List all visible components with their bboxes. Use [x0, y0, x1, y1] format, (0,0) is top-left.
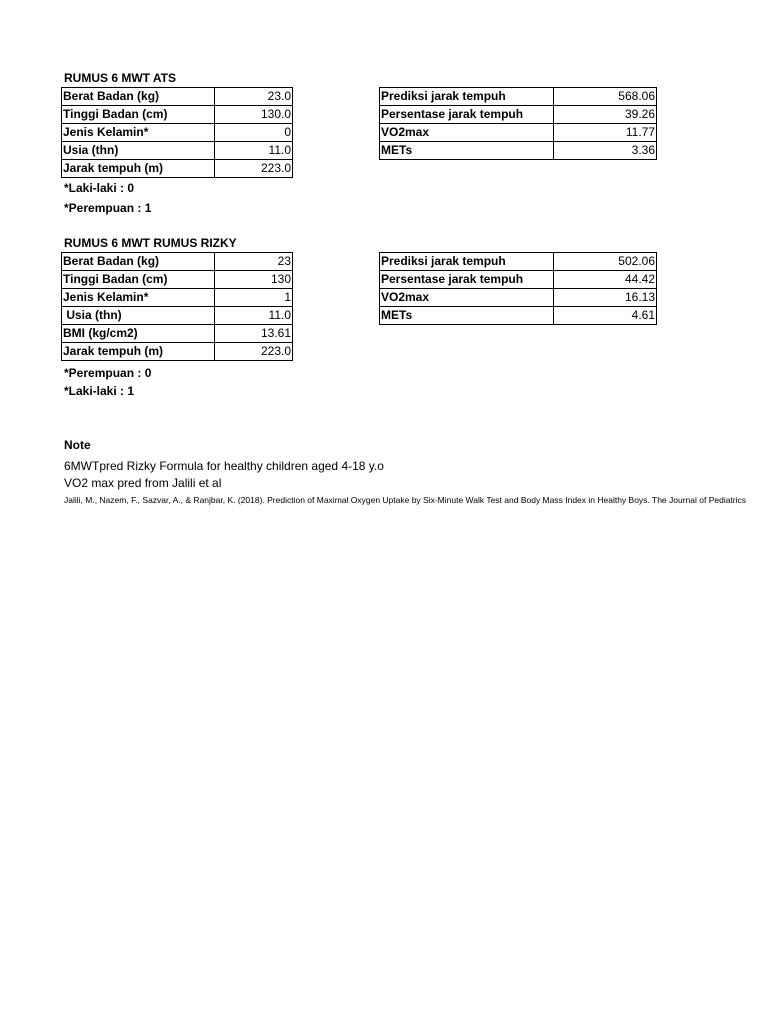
input-label: Tinggi Badan (cm) — [62, 106, 215, 124]
input-label: Usia (thn) — [62, 142, 215, 160]
input-value[interactable]: 11.0 — [214, 307, 292, 325]
table-row — [62, 325, 293, 343]
input-value[interactable]: 1 — [214, 289, 292, 307]
result-label: METs — [380, 307, 554, 325]
table-row — [380, 253, 657, 271]
result-value[interactable]: 502.06 — [553, 253, 656, 271]
result-value[interactable]: 4.61 — [553, 307, 656, 325]
section1-title: RUMUS 6 MWT ATS — [64, 71, 176, 85]
section2-title: RUMUS 6 MWT RUMUS RIZKY — [64, 236, 237, 250]
result-value[interactable]: 44.42 — [553, 271, 656, 289]
input-value[interactable]: 130 — [214, 271, 292, 289]
input-value[interactable]: 23 — [214, 253, 292, 271]
table-row — [380, 88, 657, 106]
table-row — [62, 253, 293, 271]
section2-input-table — [61, 252, 293, 361]
input-label: Jenis Kelamin* — [62, 124, 215, 142]
table-row — [380, 106, 657, 124]
note-line: 6MWTpred Rizky Formula for healthy children aged 4-18 y.o — [64, 459, 384, 473]
table-row — [62, 106, 293, 124]
section1-input-table — [61, 87, 293, 178]
table-row — [62, 307, 293, 325]
table-row — [380, 307, 657, 325]
note-line: VO2 max pred from Jalili et al — [64, 476, 222, 490]
input-label: BMI (kg/cm2) — [62, 325, 215, 343]
table-row — [62, 142, 293, 160]
input-value[interactable]: 11.0 — [214, 142, 292, 160]
gender-code-note: *Laki-laki : 1 — [64, 384, 135, 398]
input-value[interactable]: 23.0 — [214, 88, 292, 106]
input-label: Berat Badan (kg) — [62, 88, 215, 106]
table-row — [62, 289, 293, 307]
gender-code-note: *Perempuan : 0 — [64, 366, 152, 380]
table-row — [380, 142, 657, 160]
gender-code-note: *Laki-laki : 0 — [64, 181, 135, 195]
result-value[interactable]: 11.77 — [553, 124, 656, 142]
input-label: Tinggi Badan (cm) — [62, 271, 215, 289]
table-row — [62, 88, 293, 106]
result-label: Prediksi jarak tempuh — [380, 88, 554, 106]
table-row — [62, 160, 293, 178]
result-value[interactable]: 3.36 — [553, 142, 656, 160]
result-label: Prediksi jarak tempuh — [380, 253, 554, 271]
result-label: Persentase jarak tempuh — [380, 106, 554, 124]
result-label: VO2max — [380, 289, 554, 307]
table-row — [380, 124, 657, 142]
gender-code-note: *Perempuan : 1 — [64, 201, 152, 215]
table-row — [380, 271, 657, 289]
input-label: Jenis Kelamin* — [62, 289, 215, 307]
result-value[interactable]: 568.06 — [553, 88, 656, 106]
input-value[interactable]: 223.0 — [214, 343, 292, 361]
section1-result-table — [379, 87, 657, 160]
table-row — [62, 124, 293, 142]
input-label: Jarak tempuh (m) — [62, 160, 215, 178]
result-label: METs — [380, 142, 554, 160]
section2-result-table — [379, 252, 657, 325]
result-label: VO2max — [380, 124, 554, 142]
reference-citation: Jalili, M., Nazem, F., Sazvar, A., & Ranjbar, K. (2018). Prediction of Maximal Oxygen Uptake by Six-Minute Walk Test and Body Mass Index in Healthy Boys. The Journal of Pediatrics — [64, 495, 747, 505]
input-value[interactable]: 130.0 — [214, 106, 292, 124]
result-value[interactable]: 39.26 — [553, 106, 656, 124]
input-label: Usia (thn) — [62, 307, 215, 325]
input-value[interactable]: 223.0 — [214, 160, 292, 178]
result-value[interactable]: 16.13 — [553, 289, 656, 307]
result-label: Persentase jarak tempuh — [380, 271, 554, 289]
input-value[interactable]: 13.61 — [214, 325, 292, 343]
input-label: Berat Badan (kg) — [62, 253, 215, 271]
input-value[interactable]: 0 — [214, 124, 292, 142]
table-row — [62, 343, 293, 361]
input-label: Jarak tempuh (m) — [62, 343, 215, 361]
table-row — [380, 289, 657, 307]
table-row — [62, 271, 293, 289]
note-heading: Note — [64, 438, 91, 452]
